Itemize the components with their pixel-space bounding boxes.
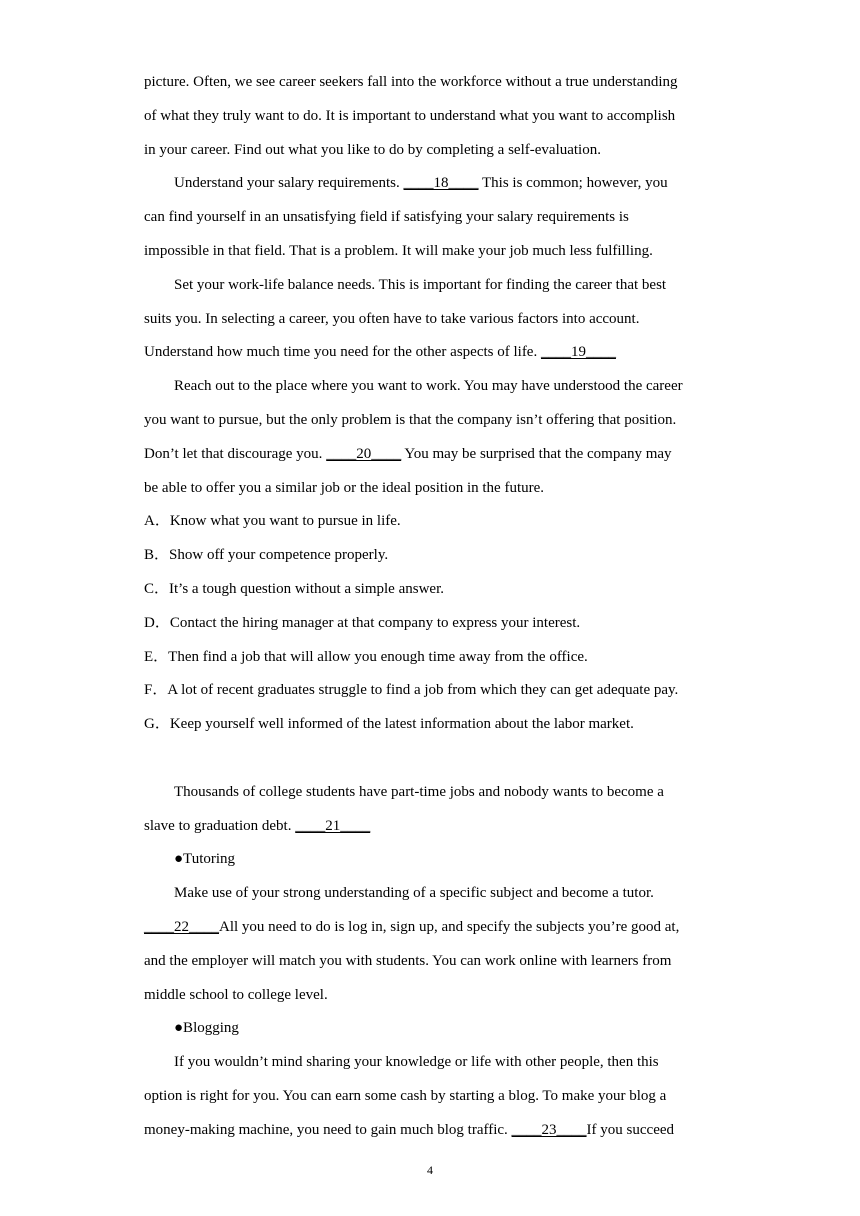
- option-letter: A．: [144, 513, 170, 530]
- blank-19: ____19____: [540, 344, 616, 361]
- option-b: [144, 539, 724, 573]
- paragraph-line: option is right for you. You can earn some cash by starting a blog. To make your blog a: [144, 1087, 667, 1104]
- text-span: Understand your salary requirements.: [174, 175, 404, 192]
- paragraph-line: middle school to college level.: [144, 986, 328, 1003]
- text-span: Understand how much time you need for the other aspects of life.: [144, 344, 541, 361]
- paragraph-line: in your career. Find out what you like to do by completing a self-evaluation.: [144, 141, 601, 158]
- option-d: [144, 607, 724, 641]
- option-text: A lot of recent graduates struggle to find a job from which they can get adequate pay.: [167, 682, 679, 699]
- option-letter: E．: [144, 648, 169, 665]
- text-span: If you succeed: [586, 1121, 675, 1138]
- section-heading-tutoring: ●Tutoring: [174, 851, 236, 868]
- text-span: You may be surprised that the company may: [401, 445, 672, 462]
- paragraph-line: If you wouldn’t mind sharing your knowledge or life with other people, then this: [174, 1054, 659, 1071]
- text-span: This is common; however, you: [478, 175, 668, 192]
- page-number: 4: [427, 1163, 433, 1177]
- option-text: Keep yourself well informed of the latest information about the labor market.: [169, 716, 634, 733]
- blank-23: ____23____: [511, 1121, 587, 1138]
- paragraph-line: impossible in that field. That is a problem. It will make your job much less fulfilling.: [144, 242, 653, 259]
- option-letter: B．: [144, 547, 170, 564]
- paragraph-line: [144, 911, 724, 945]
- paragraph-line: can find yourself in an unsatisfying field if satisfying your salary requirements is: [144, 209, 629, 226]
- paragraph-line: [144, 810, 724, 844]
- paragraph-line: [144, 336, 724, 370]
- paragraph-line: be able to offer you a similar job or the ideal position in the future.: [144, 479, 545, 496]
- blank-18: ____18____: [403, 175, 479, 192]
- spacer: [144, 742, 724, 776]
- blank-22: ____22____: [144, 918, 219, 935]
- paragraph-line: you want to pursue, but the only problem is that the company isn’t offering that position.: [144, 411, 677, 428]
- option-letter: D．: [144, 614, 170, 631]
- text-span: All you need to do is log in, sign up, and specify the subjects you’re good at,: [219, 918, 680, 935]
- document-page: [144, 66, 724, 1148]
- option-c: [144, 573, 724, 607]
- paragraph-line: [144, 438, 724, 472]
- option-a: [144, 505, 724, 539]
- option-text: It’s a tough question without a simple answer.: [169, 580, 444, 597]
- section-heading-blogging: ●Blogging: [174, 1020, 239, 1037]
- option-text: Know what you want to pursue in life.: [169, 513, 401, 530]
- blank-21: ____21____: [295, 817, 371, 834]
- paragraph-line: Set your work-life balance needs. This is important for finding the career that best: [174, 276, 667, 293]
- option-letter: G．: [144, 716, 170, 733]
- blank-20: ____20____: [326, 445, 402, 462]
- option-letter: F．: [144, 682, 168, 699]
- option-g: [144, 708, 724, 742]
- paragraph-line: suits you. In selecting a career, you often have to take various factors into account.: [144, 310, 640, 327]
- option-e: [144, 641, 724, 675]
- option-text: Contact the hiring manager at that company to express your interest.: [169, 614, 581, 631]
- text-span: money-making machine, you need to gain much blog traffic.: [144, 1121, 512, 1138]
- text-span: slave to graduation debt.: [144, 817, 296, 834]
- option-letter: C．: [144, 580, 170, 597]
- paragraph-line: picture. Often, we see career seekers fall into the workforce without a true understanding: [144, 74, 678, 90]
- paragraph-line: and the employer will match you with students. You can work online with learners from: [144, 952, 672, 969]
- paragraph-line: [144, 1114, 724, 1148]
- option-text: Then find a job that will allow you enough time away from the office.: [168, 648, 588, 665]
- paragraph-line: [144, 167, 724, 201]
- paragraph-line: Thousands of college students have part-time jobs and nobody wants to become a: [174, 783, 664, 800]
- paragraph-line: Reach out to the place where you want to work. You may have understood the career: [174, 378, 683, 395]
- text-span: Don’t let that discourage you.: [144, 445, 327, 462]
- paragraph-line: Make use of your strong understanding of a specific subject and become a tutor.: [174, 885, 654, 902]
- option-f: [144, 674, 724, 708]
- option-text: Show off your competence properly.: [169, 547, 389, 564]
- paragraph-line: of what they truly want to do. It is important to understand what you want to accomplish: [144, 107, 676, 124]
